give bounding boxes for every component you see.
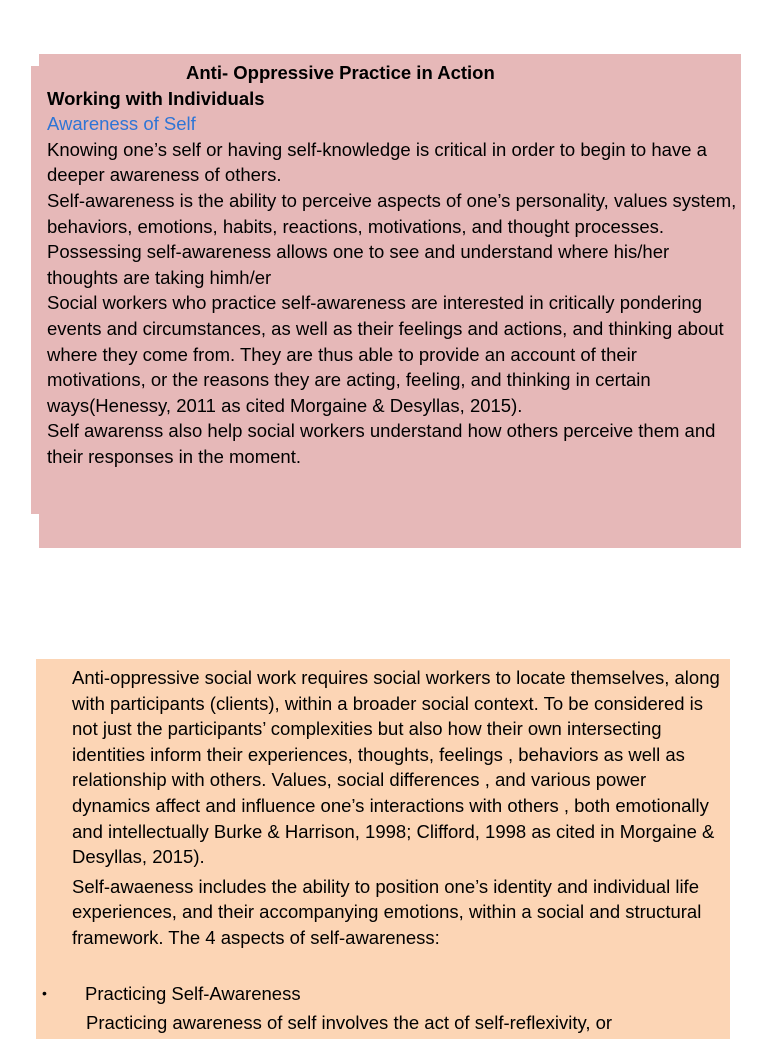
slide2-cut-off-line: Practicing awareness of self involves the act of self-reflexivity, or: [86, 1012, 613, 1033]
slide1-title: Anti- Oppressive Practice in Action: [186, 62, 495, 83]
slide1-paragraph: Knowing one’s self or having self-knowledge is critical in order to begin to have a deeper awareness of others.: [47, 138, 707, 186]
bullet-item-label: Practicing Self-Awareness: [85, 983, 301, 1004]
slide1-subtitle: Working with Individuals: [47, 87, 265, 109]
bullet-icon: •: [42, 985, 47, 1001]
slide2-bullet-item: [42, 981, 301, 1007]
slide1-paragraph: Self-awareness is the ability to perceive aspects of one’s personality, values system, behaviors, emotions, habits, reactions, motivations, and thought processes.: [47, 189, 737, 237]
slide1-paragraph: Social workers who practice self-awareness are interested in critically pondering events and circumstances, as well as their feelings and actions, and thinking about where they come from. They are thus able to provide an account of their motivations, or the reasons they are acting, feeling, and thinking in certain ways(Henessy, 2011 as cited Morgaine & Desyllas, 2015).: [47, 292, 724, 416]
slide2-paragraph: Self-awaeness includes the ability to position one’s identity and individual life experiences, and their accompanying emotions, within a social and structural framework. The 4 aspects of self-awareness:: [72, 875, 702, 948]
slide1-paragraph: Self awarenss also help social workers understand how others perceive them and their responses in the moment.: [47, 420, 716, 467]
slide2-content: [72, 665, 728, 951]
slide1-content: [47, 60, 737, 470]
slide1-paragraph: Possessing self-awareness allows one to see and understand where his/her thoughts are taking himh/er: [47, 241, 670, 288]
slide1-heading: Awareness of Self: [47, 113, 196, 135]
slide2-paragraph: Anti-oppressive social work requires social workers to locate themselves, along with participants (clients), within a broader social context. To be considered is not just the participants’ complexities but also how their own intersecting identities inform their experiences, thoughts, feelings , behaviors as well as relationship with others. Values, social differences , and various power dynamics affect and influence one’s interactions with others , both emotionally and intellectually Burke & Harrison, 1998; Clifford, 1998 as cited in Morgaine & Desyllas, 2015).: [72, 667, 720, 868]
